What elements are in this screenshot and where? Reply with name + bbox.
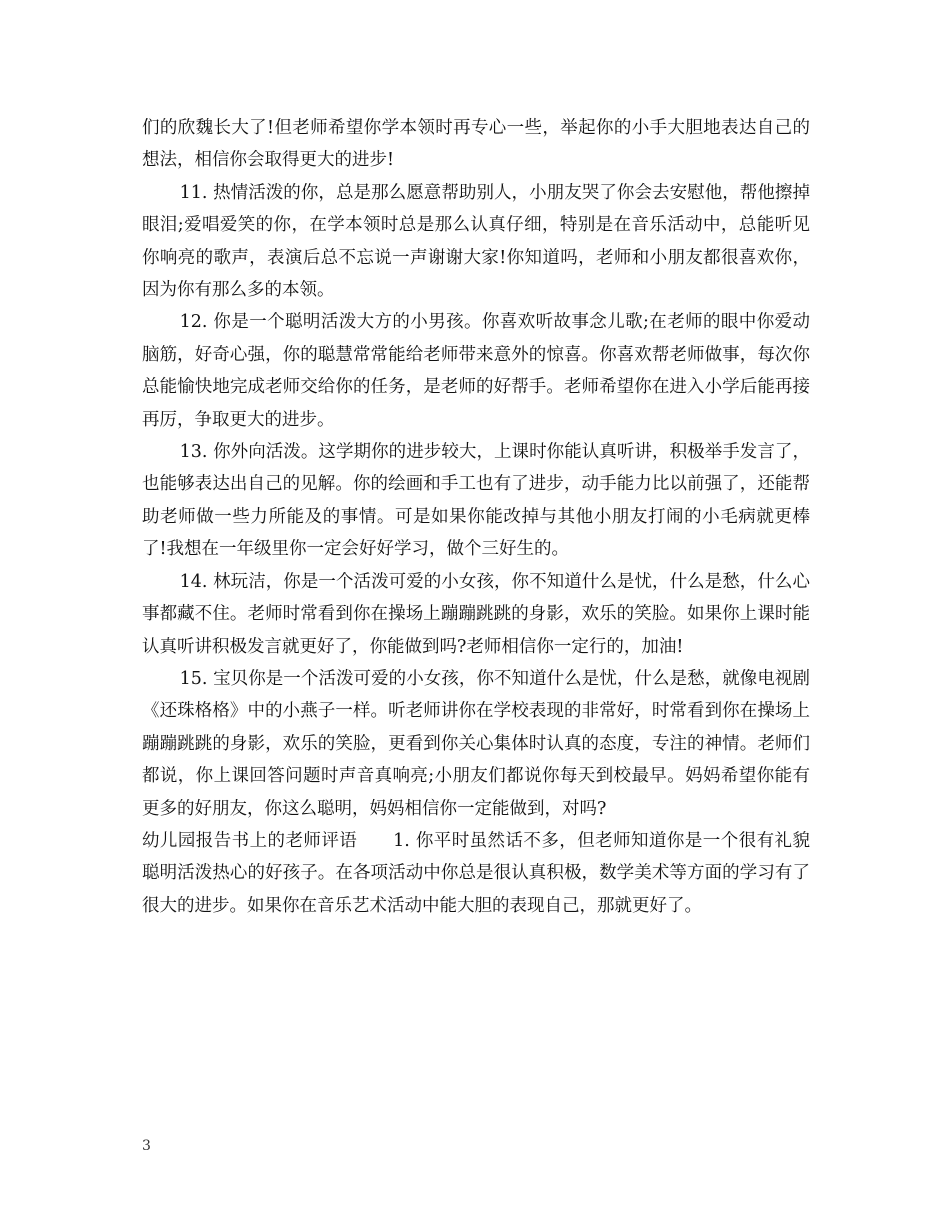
paragraph-section-heading: 幼儿园报告书上的老师评语 1. 你平时虽然话不多，但老师知道你是一个很有礼貌聪明活泼热心的好孩子。在各项活动中你总是很认真积极，数学美术等方面的学习有了很大的进步。如果你在音乐艺术活动中能大胆的表现自己，那就更好了。	[142, 830, 810, 916]
paragraph-14: 14. 林玩洁，你是一个活泼可爱的小女孩，你不知道什么是忧，什么是愁，什么心事都藏不住。老师时常看到你在操场上蹦蹦跳跳的身影，欢乐的笑脸。如果你上课时能认真听讲积极发言就更好了，你能做到吗?老师相信你一定行的，加油!	[142, 571, 810, 657]
paragraph-11: 11. 热情活泼的你，总是那么愿意帮助别人，小朋友哭了你会去安慰他，帮他擦掉眼泪;爱唱爱笑的你，在学本领时总是那么认真仔细，特别是在音乐活动中，总能听见你响亮的歌声，表演后总不忘说一声谢谢大家!你知道吗，老师和小朋友都很喜欢你，因为你有那么多的本领。	[142, 182, 810, 301]
paragraph-15: 15. 宝贝你是一个活泼可爱的小女孩，你不知道什么是忧，什么是愁，就像电视剧《还珠格格》中的小燕子一样。听老师讲你在学校表现的非常好，时常看到你在操场上蹦蹦跳跳的身影，欢乐的笑脸，更看到你关心集体时认真的态度，专注的神情。老师们都说，你上课回答问题时声音真响亮;小朋友们都说你每天到校最早。妈妈希望你能有更多的好朋友，你这么聪明，妈妈相信你一定能做到，对吗?	[142, 668, 810, 819]
paragraph-continuation: 们的欣魏长大了!但老师希望你学本领时再专心一些，举起你的小手大胆地表达自己的想法，相信你会取得更大的进步!	[142, 118, 810, 171]
page-number: 3	[142, 1138, 151, 1154]
document-body	[142, 112, 810, 922]
paragraph-13: 13. 你外向活泼。这学期你的进步较大，上课时你能认真听讲，积极举手发言了，也能够表达出自己的见解。你的绘画和手工也有了进步，动手能力比以前强了，还能帮助老师做一些力所能及的事情。可是如果你能改掉与其他小朋友打闹的小毛病就更棒了!我想在一年级里你一定会好好学习，做个三好生的。	[142, 442, 810, 560]
paragraph-12: 12. 你是一个聪明活泼大方的小男孩。你喜欢听故事念儿歌;在老师的眼中你爱动脑筋，好奇心强，你的聪慧常常能给老师带来意外的惊喜。你喜欢帮老师做事，每次你总能愉快地完成老师交给你的任务，是老师的好帮手。老师希望你在进入小学后能再接再厉，争取更大的进步。	[142, 312, 810, 430]
